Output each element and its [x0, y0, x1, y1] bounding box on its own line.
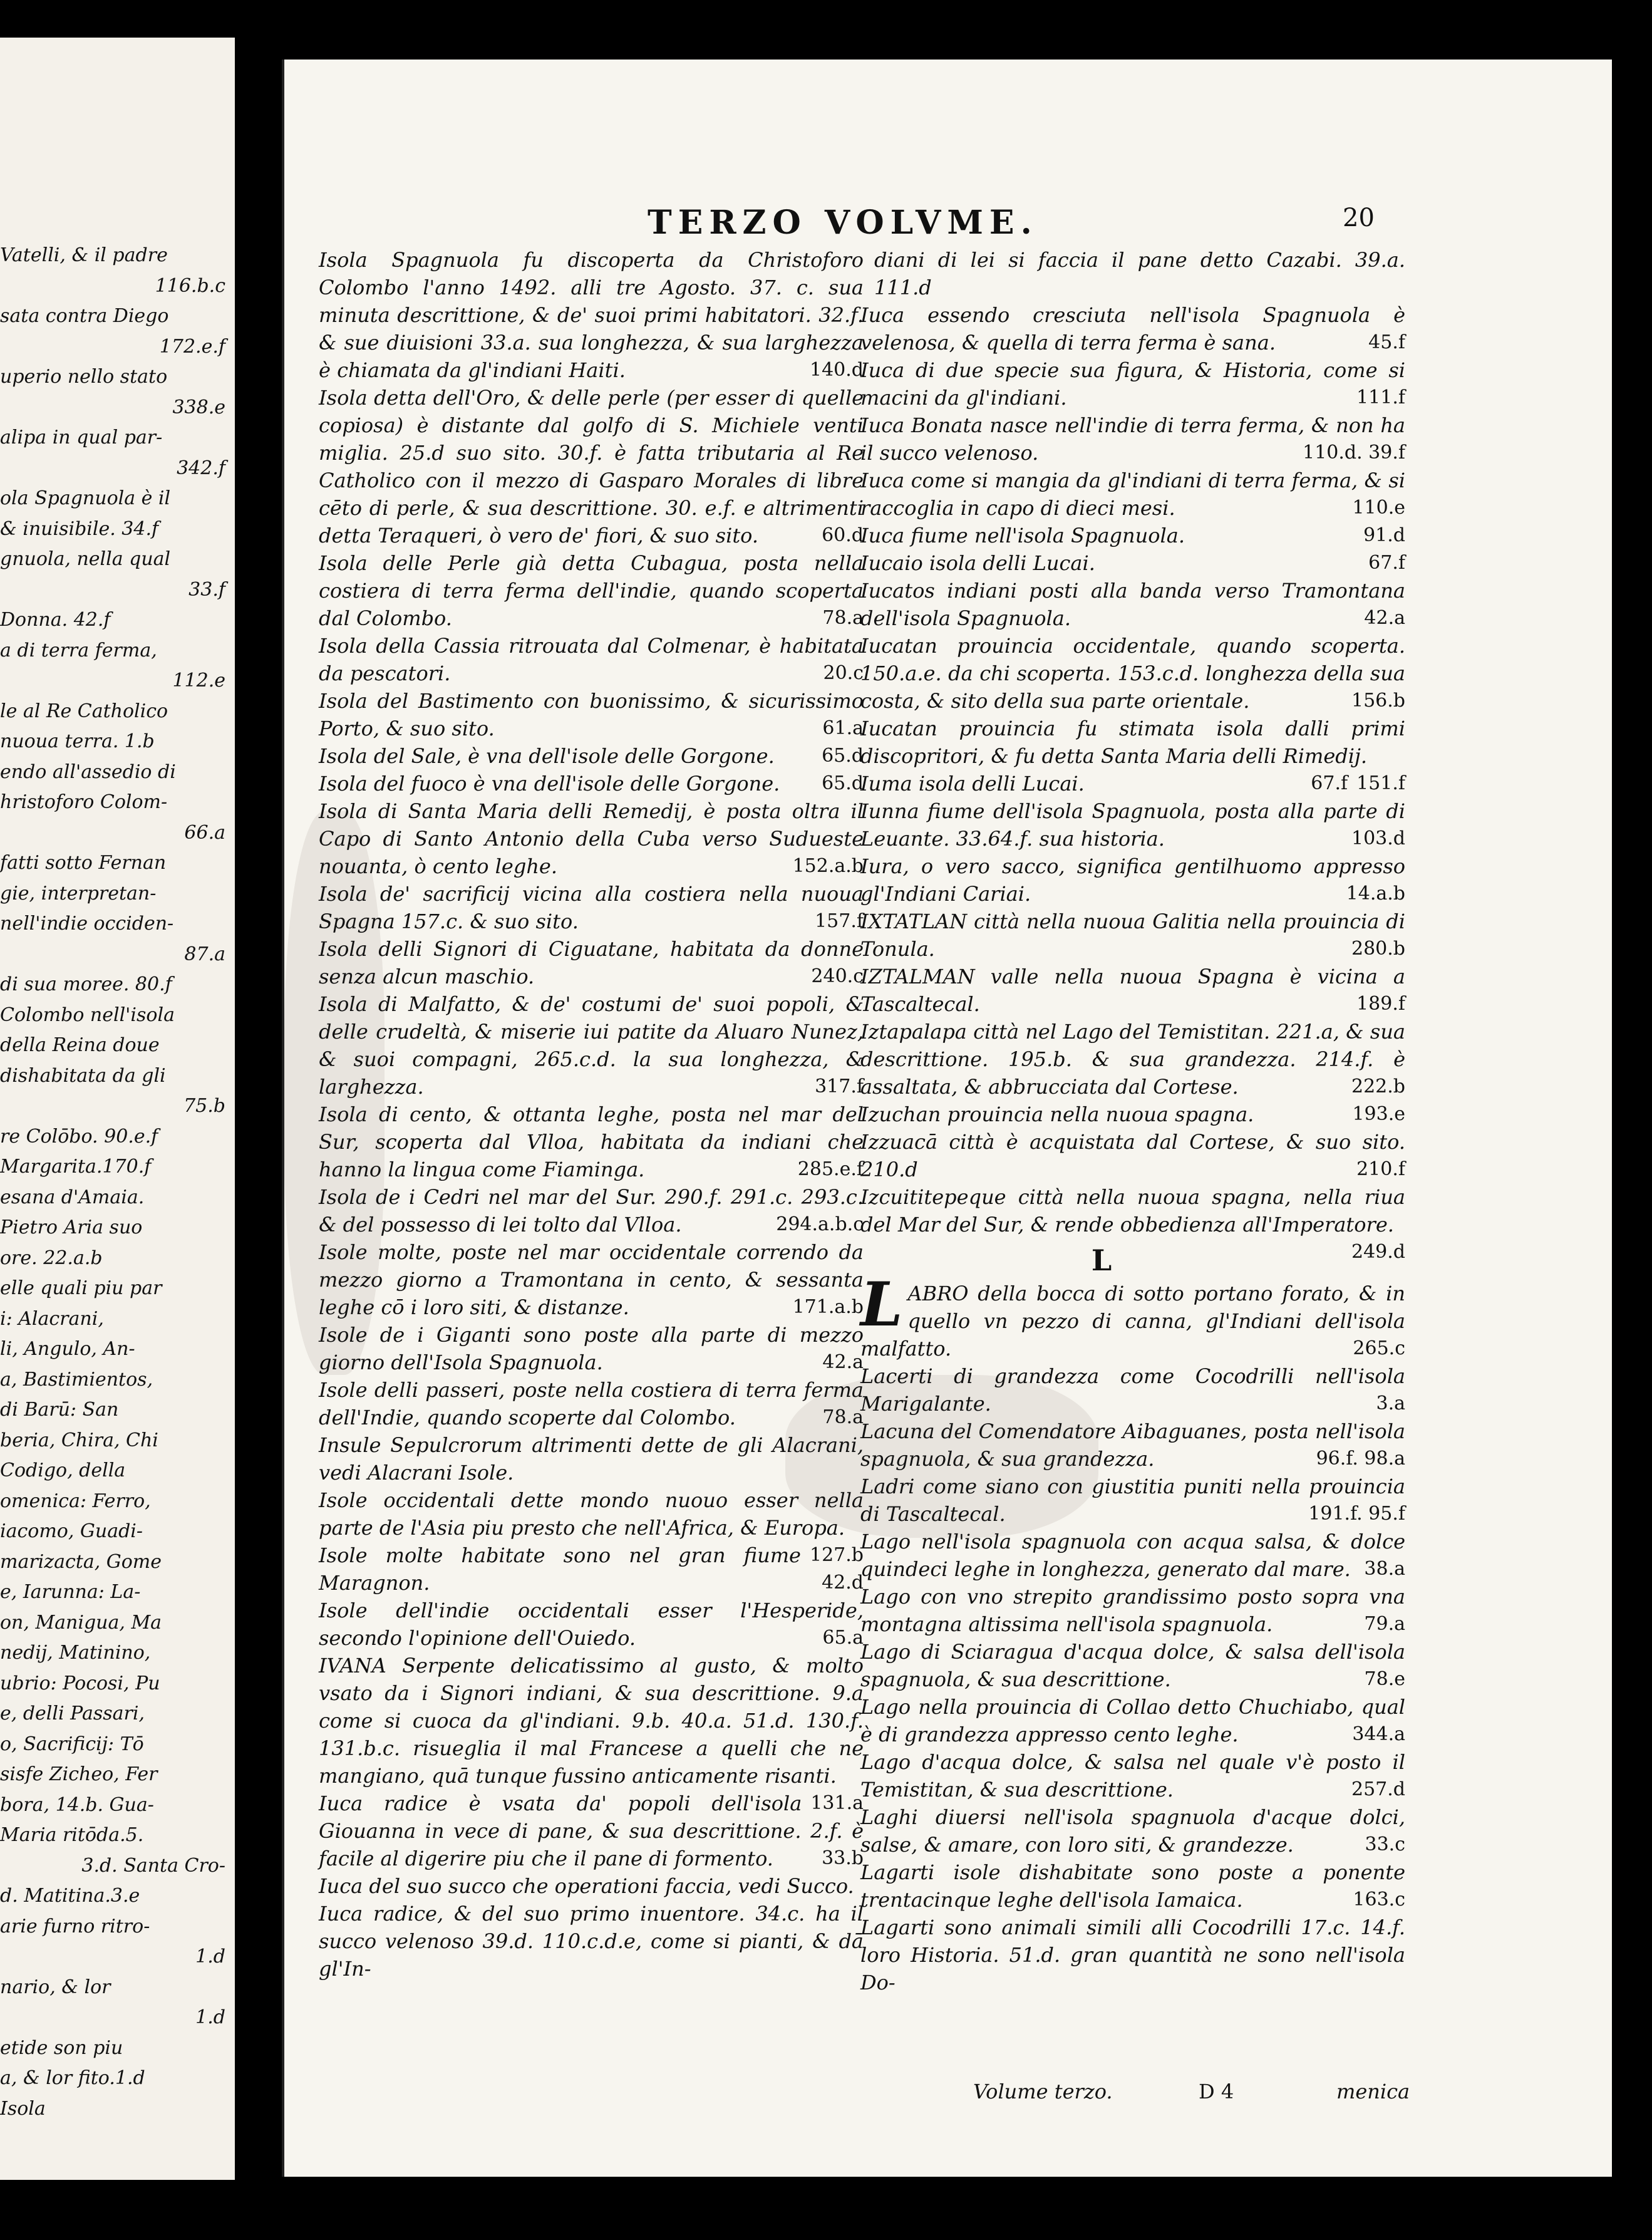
- entry-reference: 156.b: [1351, 690, 1405, 712]
- index-entry: [860, 1859, 1405, 1914]
- fragment-line: nario, & lor: [0, 1976, 111, 1998]
- fragment-line: Colombo nell'isola: [0, 1003, 175, 1026]
- index-column-right: [860, 246, 1405, 1996]
- entry-text: ABRO della bocca di sotto portano forato, & in quello vn pezzo di canna, gl'Indiani dell'isola malfatto.: [860, 1282, 1405, 1361]
- entry-text: Izuchan prouincia nella nuoua spagna.: [860, 1102, 1254, 1126]
- entry-text: Iuca essendo cresciuta nell'isola Spagnuola è velenosa, & quella di terra ferma è sana.: [860, 303, 1405, 355]
- drop-cap: L: [860, 1269, 903, 1340]
- index-entry: [319, 549, 864, 632]
- entry-reference: 38.a: [1364, 1558, 1405, 1580]
- fragment-line: e, Iarunna: La-: [0, 1581, 141, 1603]
- index-entry: [319, 1101, 864, 1183]
- entry-text: Iztapalapa città nel Lago del Temistitan. 221.a, & sua descrittione. 195.b. & sua grandezza. 214.f. è assaltata, & abbrucciata dal Cortese.: [860, 1020, 1405, 1099]
- index-entry: [319, 1900, 864, 1983]
- fragment-line: 1.d: [195, 1946, 225, 1968]
- index-entry: [860, 1128, 1405, 1183]
- entry-text: Lago d'acqua dolce, & salsa nel quale v'è posto il Temistitan, & sua descrittione.: [860, 1750, 1405, 1802]
- index-entry: [860, 963, 1405, 1018]
- entry-text: Iuca come si mangia da gl'indiani di terra ferma, & si raccoglia in capo di dieci mesi.: [860, 469, 1405, 520]
- entry-reference: 67.f: [1311, 772, 1348, 794]
- entry-reference: 65.d: [822, 772, 864, 794]
- entry-text: Isola di Malfatto, & de' costumi de' suoi popoli, & delle crudeltà, & miserie iui patite da Aluaro Nunez, & suoi compagni, 265.c.d. la sua longhezza, & larghezza.: [319, 992, 864, 1099]
- entry-text: Isole delli passeri, poste nella costiera di terra ferma dell'Indie, quando scoperte dal Colombo.: [319, 1378, 864, 1429]
- entry-reference: 163.c: [1353, 1889, 1405, 1911]
- fragment-line: elle quali piu par: [0, 1277, 162, 1299]
- entry-text: Iuca fiume nell'isola Spagnuola.: [860, 524, 1185, 547]
- index-entry: [860, 356, 1405, 412]
- fragment-line: Pietro Aria suo: [0, 1216, 143, 1238]
- entry-reference: 222.b: [1351, 1076, 1405, 1097]
- entry-reference: 91.d: [1363, 524, 1405, 546]
- fragment-line: 33.f: [188, 578, 225, 601]
- entry-text: Isole de i Giganti sono poste alla parte di mezzo giorno dell'Isola Spagnuola.: [319, 1323, 864, 1374]
- left-page-fragment: [0, 38, 235, 2180]
- index-entry: [860, 522, 1405, 549]
- entry-text: Lago con vno strepito grandissimo posto sopra vna montagna altissima nell'isola spagnuola.: [860, 1585, 1405, 1636]
- running-header: [284, 204, 1612, 241]
- entry-text: Lacerti di grandezza come Cocodrilli nell'isola Marigalante.: [860, 1364, 1405, 1416]
- entry-reference: 103.d: [1351, 827, 1405, 849]
- fragment-line: 172.e.f: [159, 335, 225, 358]
- fragment-line: re Colōbo. 90.e.f: [0, 1125, 158, 1148]
- entry-reference: 317.f: [815, 1076, 864, 1097]
- entry-text: Lago nella prouincia di Collao detto Chuchiabo, qual è di grandezza appresso cento leghe.: [860, 1695, 1405, 1746]
- entry-text: Isola del Bastimento con buonissimo, & sicurissimo Porto, & suo sito.: [319, 689, 864, 740]
- entry-text: Isole occidentali dette mondo nuouo esser nella parte de l'Asia piu presto che nell'Africa, & Europa.: [319, 1488, 864, 1540]
- fragment-line: sisfe Zicheo, Fer: [0, 1763, 158, 1785]
- page-footer: [284, 2080, 1612, 2105]
- fragment-line: fatti sotto Fernan: [0, 852, 167, 874]
- fragment-line: Margarita.170.f: [0, 1156, 152, 1178]
- index-entry: [860, 1914, 1405, 1996]
- index-entry: [860, 301, 1405, 356]
- fragment-line: iacomo, Guadi-: [0, 1520, 143, 1542]
- index-entry: [319, 935, 864, 990]
- entry-reference: 111.f: [1356, 386, 1405, 408]
- fragment-line: le al Re Catholico: [0, 700, 168, 722]
- fragment-line: beria, Chira, Chi: [0, 1429, 158, 1451]
- entry-text: Isola detta dell'Oro, & delle perle (per esser di quelle copiosa) è distante dal golfo di S. Michiele venti miglia. 25.d suo sito. 30.f. è fatta tributaria al Re Catholico con il mezzo di Gasparo Morales di libre cēto di perle, & sua descrittione. 30. e.f. e altrimenti detta Teraqueri, ò vero de' fiori, & suo sito.: [319, 386, 864, 547]
- fragment-line: o, Sacrificij: Tō: [0, 1733, 144, 1755]
- fragment-line: esana d'Amaia.: [0, 1186, 145, 1208]
- index-entry: [319, 1542, 864, 1597]
- entry-reference: 151.f: [1356, 772, 1405, 794]
- fragment-line: nuoua terra. 1.b: [0, 730, 155, 752]
- fragment-line: alipa in qual par-: [0, 427, 163, 449]
- entry-reference: 131.a: [810, 1792, 864, 1814]
- index-entry: [319, 1431, 864, 1486]
- index-entry: [319, 1238, 864, 1321]
- entry-reference: 127.b: [809, 1544, 864, 1566]
- fragment-line: li, Angulo, An-: [0, 1338, 135, 1360]
- entry-text: Izzuacā città è acquistata dal Cortese, & suo sito. 210.d: [860, 1130, 1405, 1181]
- entry-reference: 265.c: [1353, 1337, 1405, 1359]
- entry-reference: 42.a: [822, 1351, 864, 1373]
- entry-reference: 193.e: [1352, 1103, 1405, 1125]
- index-entry: [860, 246, 1405, 301]
- entry-text: Lagarti isole dishabitate sono poste a ponente trentacinque leghe dell'isola Iamaica.: [860, 1860, 1405, 1912]
- fragment-line: hristoforo Colom-: [0, 791, 168, 813]
- fragment-line: 3.d. Santa Cro-: [81, 1854, 225, 1877]
- entry-text: Lago nell'isola spagnuola con acqua salsa, & dolce quindeci leghe in longhezza, generato dal mare.: [860, 1530, 1405, 1581]
- index-entry: [319, 384, 864, 549]
- fragment-line: sata contra Diego: [0, 305, 169, 327]
- index-entry: [860, 467, 1405, 522]
- fragment-line: d. Matitina.3.e: [0, 1885, 140, 1907]
- entry-reference: 110.e: [1352, 497, 1405, 519]
- fragment-line: & inuisibile. 34.f: [0, 517, 159, 540]
- entry-text: Lago di Sciaragua d'acqua dolce, & salsa dell'isola spagnuola, & sua descrittione.: [860, 1640, 1405, 1691]
- entry-text: Insule Sepulcrorum altrimenti dette de gli Alacrani, vedi Alacrani Isole.: [319, 1433, 864, 1485]
- entry-text: Izcuititepeque città nella nuoua spagna, nella riua del Mar del Sur, & rende obbedienza all'Imperatore.: [860, 1185, 1405, 1237]
- entry-text: Iucatan prouincia fu stimata isola dalli primi discopritori, & fu detta Santa Maria delli Rimedij.: [860, 717, 1405, 768]
- fragment-line: on, Manigua, Ma: [0, 1611, 162, 1634]
- index-entry: [319, 632, 864, 687]
- fragment-line: gie, interpretan-: [0, 882, 157, 905]
- entry-text: Iucaio isola delli Lucai.: [860, 551, 1095, 575]
- entry-text: Iucatan prouincia occidentale, quando scoperta. 150.a.e. da chi scoperta. 153.c.d. longhezza della sua costa, & sito della sua parte orientale.: [860, 634, 1405, 713]
- fragment-line: bora, 14.b. Gua-: [0, 1793, 154, 1816]
- index-entry: [319, 770, 864, 797]
- fragment-line: nedij, Matinino,: [0, 1642, 151, 1664]
- entry-text: Isola delle Perle già detta Cubagua, posta nella costiera di terra ferma dell'indie, quando scoperta dal Colombo.: [319, 551, 864, 630]
- index-entry: [860, 1583, 1405, 1638]
- entry-reference: 65.a: [822, 1627, 864, 1649]
- index-entry: [319, 990, 864, 1101]
- fragment-line: 1.d: [195, 2006, 225, 2028]
- entry-text: Iuca radice, & del suo primo inuentore. 34.c. ha il succo velenoso 39.d. 110.c.d.e, come si pianti, & dā gl'In-: [319, 1902, 864, 1981]
- entry-text: Isola di Santa Maria delli Remedij, è posta oltra il Capo di Santo Antonio della Cuba verso Sudueste nouanta, ò cento leghe.: [319, 799, 864, 878]
- entry-reference: 210.f: [1356, 1158, 1405, 1180]
- entry-reference: 171.a.b: [792, 1296, 864, 1318]
- section-letter-heading: L: [1091, 1243, 1112, 1277]
- fragment-line: 116.b.c: [155, 274, 225, 297]
- fragment-line: 112.e: [172, 670, 225, 692]
- fragment-line: endo all'assedio di: [0, 760, 176, 783]
- entry-text: IVANA Serpente delicatissimo al gusto, & molto vsato da i Signori indiani, & sua descrittione. 9.a come si cuoca da gl'indiani. 9.b. 40.a. 51.d. 130.f. 131.b.c. risueglia il mal Francese a quelli che ne mangiano, quā tunque fussino anticamente risanti.: [319, 1654, 864, 1788]
- entry-text: IXTATLAN città nella nuoua Galitia nella prouincia di Tonula.: [860, 910, 1405, 961]
- fragment-line: a, Bastimientos,: [0, 1368, 153, 1391]
- catchword: menica: [1336, 2080, 1410, 2103]
- index-entry: [860, 412, 1405, 467]
- fragment-line: 75.b: [183, 1095, 225, 1117]
- entry-reference: 294.a.b.c: [776, 1213, 864, 1235]
- entry-text: Isola Spagnuola fu discoperta da Christoforo Colombo l'anno 1492. alli tre Agosto. 37. c. sua minuta descrittione, & de' suoi primi habitatori. 32.f. & sue diuisioni 33.a. sua longhezza, & sua larghezza è chiamata da gl'indiani Haiti.: [319, 248, 864, 382]
- index-entry: [319, 1376, 864, 1431]
- entry-text: Isola de i Cedri nel mar del Sur. 290.f. 291.c. 293.c. & del possesso di lei tolto dal Vlloa.: [319, 1185, 864, 1237]
- fragment-line: 338.e: [172, 396, 225, 418]
- entry-reference: 3.a: [1376, 1392, 1405, 1414]
- fragment-line: i: Alacrani,: [0, 1307, 104, 1330]
- entry-reference: 42.a: [1364, 607, 1405, 629]
- footer-running-title: Volume terzo.: [973, 2080, 1113, 2103]
- index-entry: [860, 770, 1405, 797]
- fragment-line: ore. 22.a.b: [0, 1247, 103, 1269]
- index-entry: [860, 632, 1405, 715]
- index-entry: [319, 1183, 864, 1238]
- index-entry: [860, 1183, 1405, 1263]
- index-entry: [860, 1693, 1405, 1748]
- index-entry: [860, 797, 1405, 853]
- entry-reference: 60.d: [822, 524, 864, 546]
- index-column-left: [319, 246, 864, 1983]
- index-entry: [860, 1803, 1405, 1859]
- index-entry: [319, 1872, 864, 1900]
- index-entry: [319, 797, 864, 880]
- fragment-line: 66.a: [184, 821, 225, 844]
- entry-reference: 285.e.f: [797, 1158, 864, 1180]
- entry-text: diani di lei si faccia il pane detto Cazabi. 39.a. 111.d: [874, 248, 1405, 299]
- entry-text: Iuca di due specie sua figura, & Historia, come si macini da gl'indiani.: [860, 358, 1405, 410]
- index-entry: [860, 1018, 1405, 1101]
- entry-text: IZTALMAN valle nella nuoua Spagna è vicina a Tascaltecal.: [860, 965, 1405, 1016]
- index-entry: [860, 1101, 1405, 1128]
- entry-text: Iuca Bonata nasce nell'indie di terra ferma, & non ha il succo velenoso.: [860, 413, 1405, 465]
- fragment-line: omenica: Ferro,: [0, 1490, 151, 1512]
- fragment-line: a di terra ferma,: [0, 639, 157, 661]
- entry-reference: 249.d: [1351, 1241, 1405, 1263]
- fragment-line: ubrio: Pocosi, Pu: [0, 1672, 160, 1694]
- fragment-line: della Reina doue: [0, 1034, 160, 1056]
- index-entry: [860, 908, 1405, 963]
- entry-text: Isole molte, poste nel mar occidentale correndo da mezzo giorno a Tramontana in cento, & sessanta leghe cō i loro siti, & distanze.: [319, 1240, 864, 1319]
- entry-text: Lagarti sono animali simili alli Cocodrilli 17.c. 14.f. loro Historia. 51.d. gran quantità ne sono nell'isola Do-: [860, 1916, 1405, 1994]
- index-entry: [319, 880, 864, 935]
- fragment-line: Maria ritōda.5.: [0, 1824, 144, 1846]
- fragment-line: 342.f: [177, 457, 225, 479]
- entry-reference: 240.c: [811, 965, 864, 987]
- fragment-line: a, & lor fito.1.d: [0, 2067, 145, 2089]
- index-entry: [860, 577, 1405, 632]
- entry-text: Isola del fuoco è vna dell'isole delle Gorgone.: [319, 772, 780, 796]
- entry-reference: 67.f: [1368, 552, 1405, 574]
- fragment-line: Donna. 42.f: [0, 609, 111, 631]
- fragment-line: di Barū: San: [0, 1399, 119, 1421]
- entry-reference: 110.d. 39.f: [1303, 442, 1405, 464]
- fragment-line: di sua moree. 80.f: [0, 973, 172, 995]
- entry-reference: 20.c: [823, 662, 864, 684]
- index-entry: [319, 1597, 864, 1652]
- fragment-line: uperio nello stato: [0, 366, 168, 388]
- fragment-line: marizacta, Gome: [0, 1550, 162, 1573]
- entry-reference: 96.f. 98.a: [1316, 1448, 1405, 1470]
- index-entry: [860, 1362, 1405, 1418]
- entry-reference: 189.f: [1356, 993, 1405, 1015]
- entry-text: Isola delli Signori di Ciguatane, habitata da donne senza alcun maschio.: [319, 937, 864, 988]
- entry-reference: 152.a.b: [792, 855, 864, 877]
- entry-reference: 78.a: [822, 607, 864, 629]
- entry-text: Iunna fiume dell'isola Spagnuola, posta alla parte di Leuante. 33.64.f. sua historia.: [860, 799, 1405, 851]
- entry-text: Isola della Cassia ritrouata dal Colmenar, è habitata da pescatori.: [319, 634, 864, 685]
- entry-reference: 344.a: [1352, 1723, 1405, 1745]
- index-entry: [860, 1528, 1405, 1583]
- index-entry: [319, 246, 864, 384]
- index-entry: [860, 1638, 1405, 1693]
- entry-reference: 14.a.b: [1346, 883, 1405, 905]
- fragment-line: Vatelli, & il padre: [0, 244, 168, 266]
- index-entry: [319, 742, 864, 770]
- index-entry: [319, 1486, 864, 1566]
- signature-mark: D 4: [1199, 2080, 1234, 2103]
- index-entry: [319, 1652, 864, 1814]
- index-entry: [319, 687, 864, 742]
- index-entry: [860, 1418, 1405, 1473]
- index-entry: [319, 1790, 864, 1872]
- entry-reference: 140.d: [809, 359, 864, 381]
- index-entry: [860, 1473, 1405, 1528]
- fragment-line: e, delli Passari,: [0, 1703, 145, 1724]
- running-title: TERZO VOLVME.: [648, 204, 1038, 242]
- entry-text: Lacuna del Comendatore Aibaguanes, posta nell'isola spagnuola, & sua grandezza.: [860, 1419, 1405, 1471]
- entry-reference: 191.f. 95.f: [1308, 1503, 1405, 1525]
- index-entry: [860, 1269, 1405, 1362]
- entry-reference: 33.b: [822, 1847, 864, 1869]
- index-entry: [860, 853, 1405, 908]
- index-entry: [860, 1748, 1405, 1803]
- entry-reference: 78.e: [1364, 1668, 1405, 1690]
- entry-text: Isole dell'indie occidentali esser l'Hesperide, secondo l'opinione dell'Ouiedo.: [319, 1599, 864, 1650]
- entry-reference: 61.a: [822, 717, 864, 739]
- entry-text: Iucatos indiani posti alla banda verso Tramontana dell'isola Spagnuola.: [860, 579, 1405, 630]
- fragment-line: gnuola, nella qual: [0, 548, 171, 570]
- fragment-line: etide son piu: [0, 2036, 123, 2059]
- book-gutter: [235, 0, 282, 2240]
- entry-text: Iura, o vero sacco, significa gentilhuomo appresso gl'Indiani Cariai.: [860, 854, 1405, 906]
- fragment-line: arie furno ritro-: [0, 1915, 150, 1937]
- entry-text: Ladri come siano con giustitia puniti nella prouincia di Tascaltecal.: [860, 1475, 1405, 1526]
- fragment-line: Isola: [0, 2097, 46, 2120]
- entry-text: Isole molte habitate sono nel gran fiume Maragnon.: [319, 1543, 801, 1595]
- entry-reference: 257.d: [1351, 1778, 1405, 1800]
- page-number: 20: [1343, 204, 1375, 232]
- entry-text: Iuca radice è vsata da' popoli dell'isola Giouanna in vece di pane, & sua descrittione. 2.f. è facile al digerire piu che il pane di formento.: [319, 1791, 864, 1870]
- entry-text: Iuca del suo succo che operationi faccia, vedi Succo.: [319, 1874, 854, 1898]
- entry-reference: 45.f: [1368, 331, 1405, 353]
- entry-text: Isola di cento, & ottanta leghe, posta nel mar del Sur, scoperta dal Vlloa, habitata da indiani che hanno la lingua come Fiaminga.: [319, 1102, 864, 1181]
- entry-text: Isola de' sacrificij vicina alla costiera nella nuoua Spagna 157.c. & suo sito.: [319, 882, 864, 933]
- entry-text: Laghi diuersi nell'isola spagnuola d'acque dolci, salse, & amare, con loro siti, & grandezze.: [860, 1805, 1405, 1857]
- entry-reference: 78.a: [822, 1406, 864, 1428]
- fragment-line: nell'indie occiden-: [0, 913, 174, 935]
- fragment-line: Codigo, della: [0, 1460, 126, 1481]
- index-entry: [319, 1321, 864, 1376]
- entry-reference: 280.b: [1351, 938, 1405, 960]
- entry-reference: 33.c: [1365, 1833, 1405, 1855]
- fragment-line: ola Spagnuola è il: [0, 487, 171, 509]
- entry-reference: 79.a: [1364, 1613, 1405, 1635]
- fragment-line: 87.a: [184, 943, 225, 965]
- entry-reference: 42.d: [822, 1572, 864, 1594]
- entry-reference: 65.d: [822, 745, 864, 767]
- main-page: [282, 60, 1612, 2177]
- entry-text: Iuma isola delli Lucai.: [860, 772, 1085, 796]
- index-entry: [860, 549, 1405, 577]
- entry-reference: 157.f: [815, 910, 864, 932]
- entry-text: Isola del Sale, è vna dell'isole delle Gorgone.: [319, 744, 775, 768]
- fragment-line: dishabitata da gli: [0, 1064, 166, 1087]
